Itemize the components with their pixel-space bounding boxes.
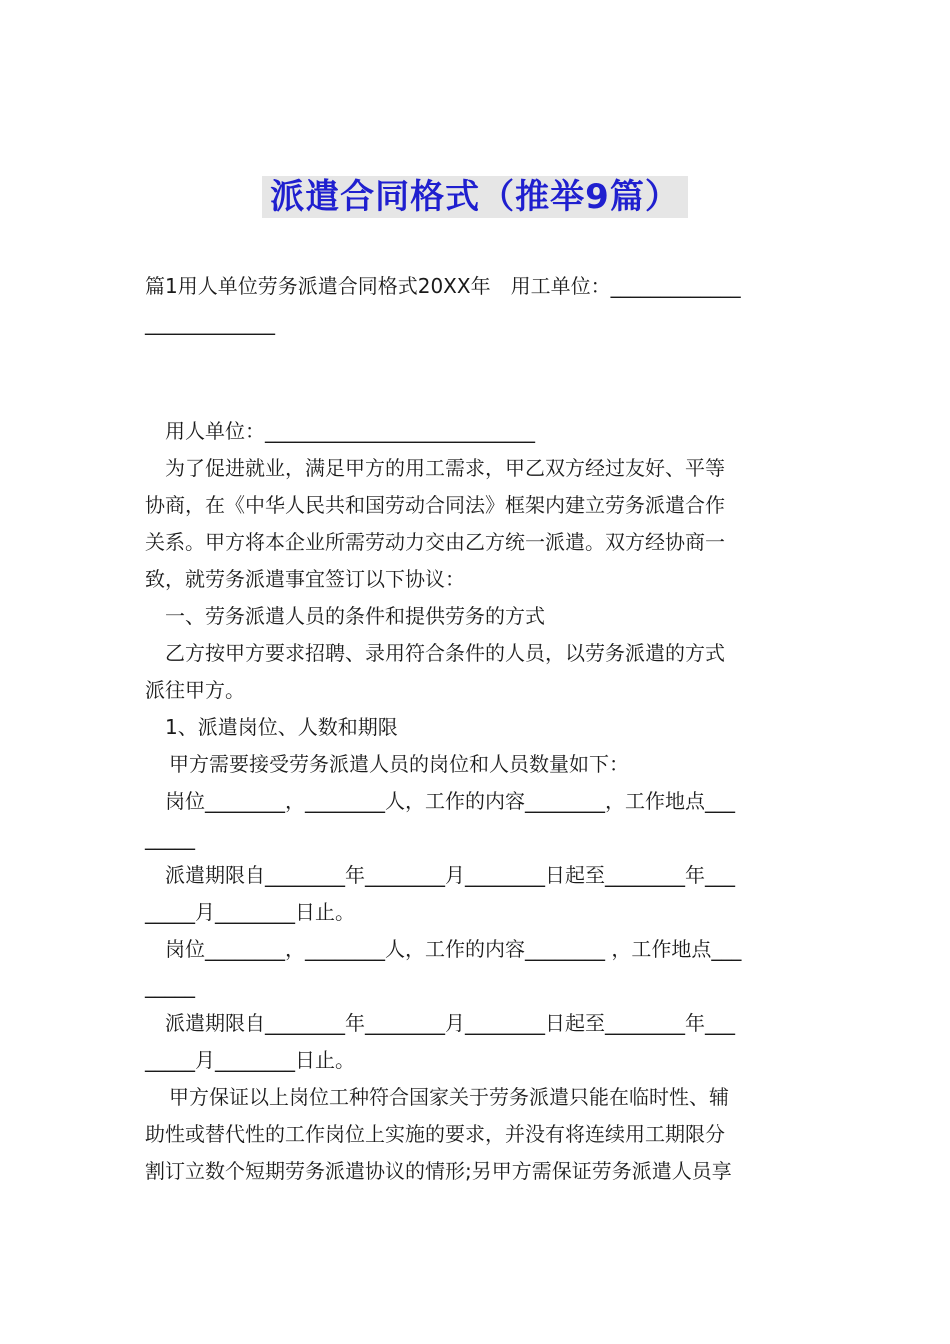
sub1-intro: 甲方需要接受劳务派遣人员的岗位和人员数量如下： (169, 752, 629, 776)
period-line: _____月________日止。 (145, 900, 355, 924)
header-line-1: 篇1用人单位劳务派遣合同格式20XX年 用工单位：_____________ (145, 274, 741, 298)
last-para-line: 割订立数个短期劳务派遣协议的情形;另甲方需保证劳务派遣人员享 (145, 1159, 732, 1183)
header-line-2: _____________ (145, 311, 275, 335)
period-line: 派遣期限自________年________月________日起至________年___ (165, 1011, 735, 1035)
last-para-line: 甲方保证以上岗位工种符合国家关于劳务派遣只能在临时性、辅 (169, 1085, 729, 1109)
section1-heading: 一、劳务派遣人员的条件和提供劳务的方式 (165, 604, 545, 628)
document-title: 派遣合同格式（推举9篇） (262, 176, 688, 218)
section1-para-line: 派往甲方。 (145, 678, 245, 702)
title-wrap (0, 176, 950, 218)
header-block (145, 268, 809, 342)
section1-para-line: 乙方按甲方要求招聘、录用符合条件的人员，以劳务派遣的方式 (165, 641, 725, 665)
last-para-line: 助性或替代性的工作岗位上实施的要求，并没有将连续用工期限分 (145, 1122, 725, 1146)
employer-line: 用人单位：___________________________ (165, 419, 535, 443)
position-line: 岗位________，________人，工作的内容________，工作地点___ (165, 789, 735, 813)
para1-line: 致，就劳务派遣事宜签订以下协议： (145, 567, 465, 591)
main-body (145, 413, 809, 1190)
position-line: _____ (145, 974, 195, 998)
para1-line: 关系。甲方将本企业所需劳动力交由乙方统一派遣。双方经协商一 (145, 530, 725, 554)
position-line: _____ (145, 826, 195, 850)
position-line: 岗位________，________人，工作的内容________ ，工作地点___ (165, 937, 742, 961)
sub1-heading: 1、派遣岗位、人数和期限 (165, 715, 398, 739)
para1-line: 协商，在《中华人民共和国劳动合同法》框架内建立劳务派遣合作 (145, 493, 725, 517)
period-line: _____月________日止。 (145, 1048, 355, 1072)
period-line: 派遣期限自________年________月________日起至________年___ (165, 863, 735, 887)
para1-line: 为了促进就业，满足甲方的用工需求，甲乙双方经过友好、平等 (165, 456, 725, 480)
